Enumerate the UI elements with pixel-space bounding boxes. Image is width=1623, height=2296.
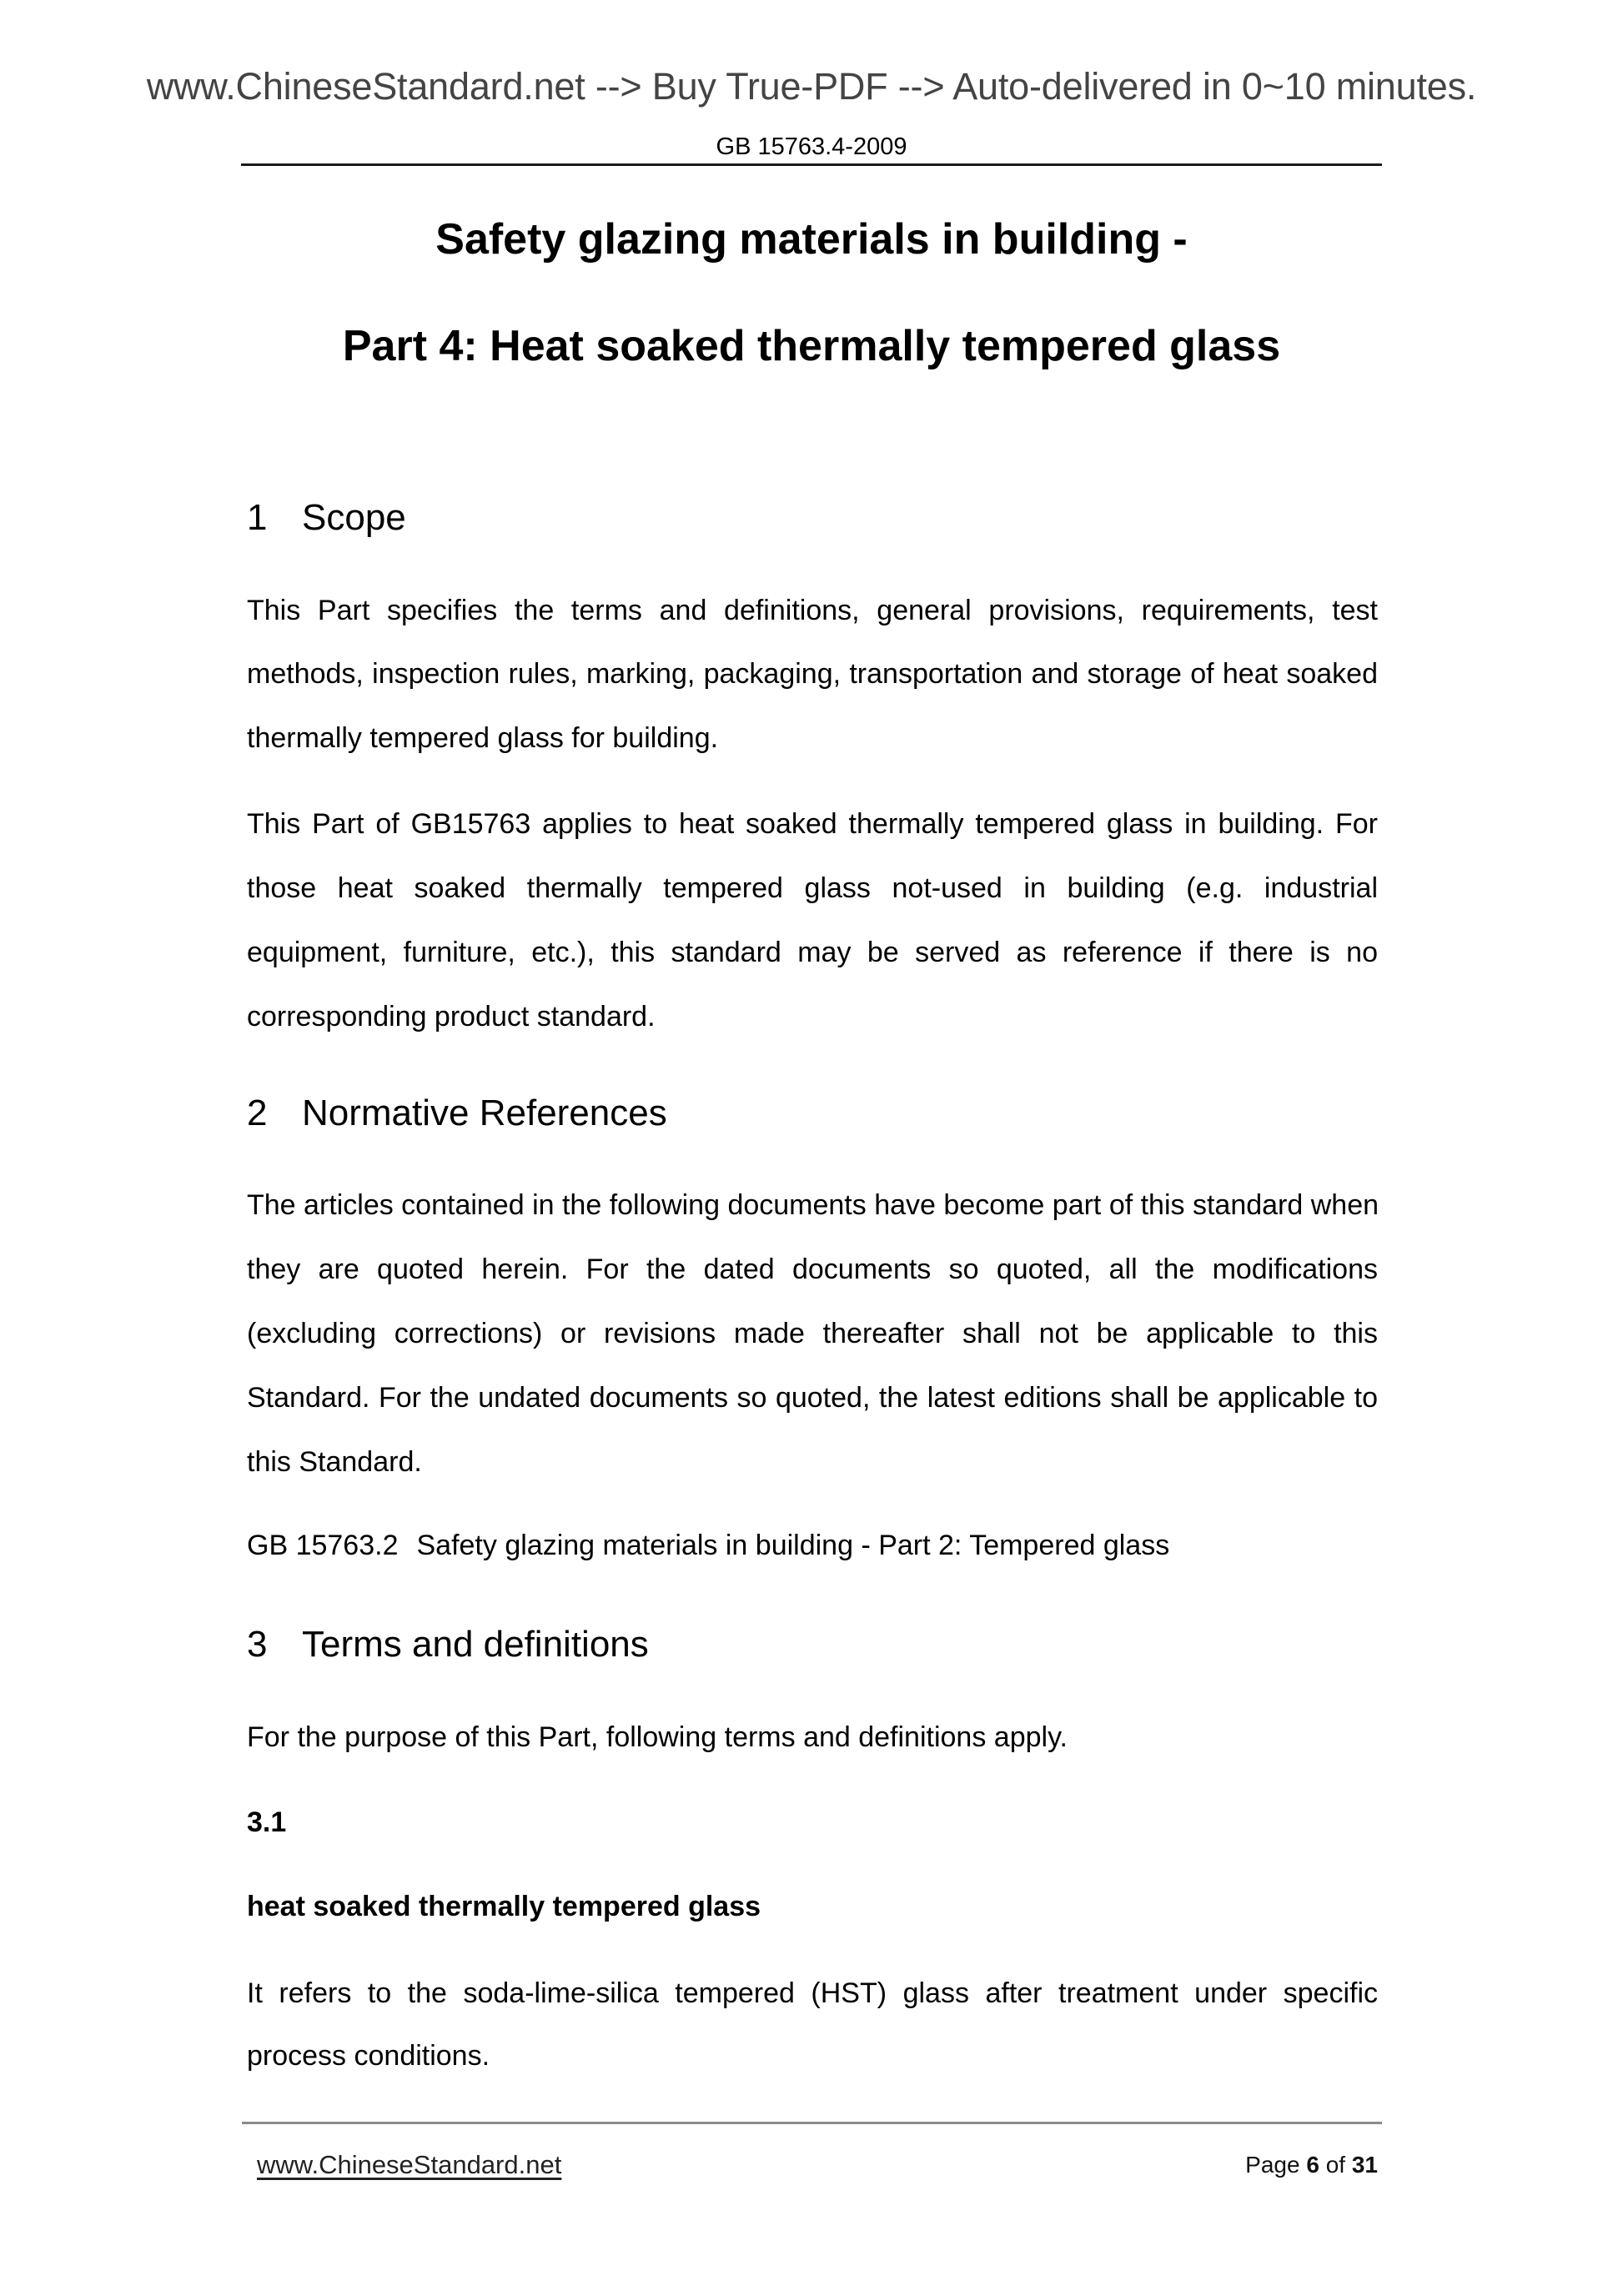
- term-definition-line: process conditions.: [247, 2040, 490, 2072]
- document-title-line-2: Part 4: Heat soaked thermally tempered glass: [342, 322, 1281, 370]
- term-name: heat soaked thermally tempered glass: [247, 1891, 761, 1922]
- section-title: Scope: [302, 497, 406, 538]
- reference-title: Safety glazing materials in building - Part 2: Tempered glass: [416, 1530, 1170, 1561]
- page-total: 31: [1351, 2152, 1378, 2178]
- section-number: 2: [247, 1093, 268, 1133]
- paragraph-line: corresponding product standard.: [247, 1001, 656, 1032]
- section-heading-terms-and-definitions: [247, 1626, 649, 1663]
- page-current: 6: [1306, 2152, 1319, 2178]
- section-intro: For the purpose of this Part, following terms and definitions apply.: [247, 1721, 1068, 1753]
- reference-code: GB 15763.2: [247, 1530, 399, 1561]
- footer-divider: [242, 2122, 1382, 2124]
- page-label: Page: [1245, 2152, 1300, 2178]
- paragraph-line: The articles contained in the following documents have become part of this standard when: [247, 1189, 1379, 1221]
- footer-website-link[interactable]: www.ChineseStandard.net: [257, 2150, 562, 2179]
- paragraph-line: thermally tempered glass for building.: [247, 722, 719, 754]
- section-heading-normative-references: [247, 1095, 667, 1132]
- paragraph-line: This Part of GB15763 applies to heat soaked thermally tempered glass in building. For: [247, 808, 1378, 840]
- normative-reference-item: [247, 1531, 1378, 1560]
- section-title: Normative References: [302, 1093, 667, 1133]
- document-title-line-1: Safety glazing materials in building -: [435, 215, 1188, 264]
- header-banner: www.ChineseStandard.net --> Buy True-PDF --> Auto-delivered in 0~10 minutes.: [146, 65, 1477, 108]
- section-heading-scope: [247, 497, 406, 538]
- page-of-label: of: [1325, 2152, 1346, 2178]
- paragraph-line: (excluding corrections) or revisions made thereafter shall not be applicable to this: [247, 1318, 1378, 1349]
- header-divider: [241, 163, 1382, 166]
- paragraph-line: methods, inspection rules, marking, packaging, transportation and storage of heat soaked: [247, 658, 1378, 690]
- paragraph-line: equipment, furniture, etc.), this standard may be served as reference if there is no: [247, 937, 1378, 968]
- document-code: GB 15763.4-2009: [716, 133, 907, 160]
- term-number: 3.1: [247, 1806, 287, 1838]
- paragraph-line: those heat soaked thermally tempered glass not-used in building (e.g. industrial: [247, 872, 1378, 904]
- paragraph-line: Standard. For the undated documents so quoted, the latest editions shall be applicable to: [247, 1382, 1378, 1414]
- paragraph-line: they are quoted herein. For the dated documents so quoted, all the modifications: [247, 1254, 1378, 1285]
- section-number: 1: [247, 497, 268, 538]
- term-definition-line: It refers to the soda-lime-silica tempered (HST) glass after treatment under specific: [247, 1977, 1378, 2009]
- paragraph-line: this Standard.: [247, 1446, 422, 1478]
- paragraph-line: This Part specifies the terms and definitions, general provisions, requirements, test: [247, 595, 1378, 626]
- section-title: Terms and definitions: [302, 1624, 649, 1665]
- section-number: 3: [247, 1624, 268, 1665]
- page-indicator: [1245, 2153, 1378, 2177]
